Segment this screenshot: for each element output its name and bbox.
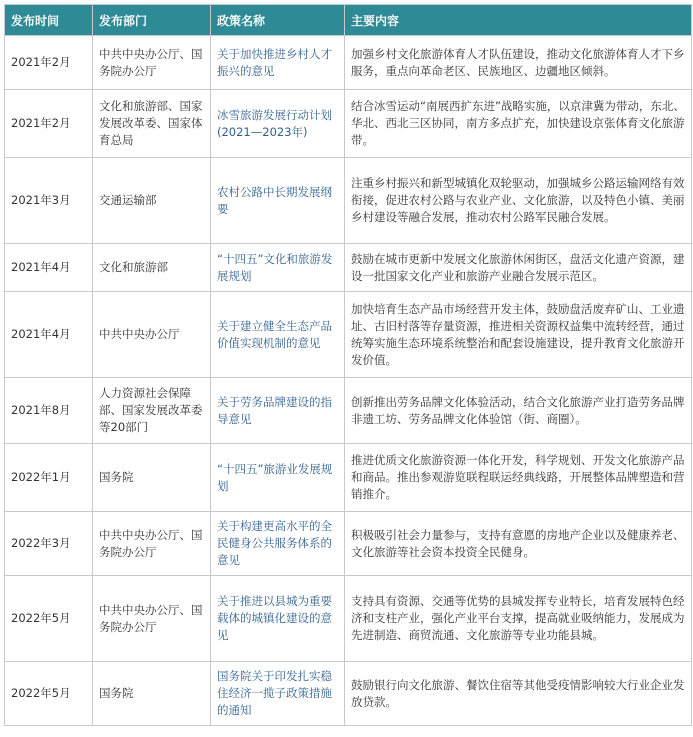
cell-main-content: 注重乡村振兴和新型城镇化双轮驱动，加强城乡公路运输网络有效衔接，促进农村公路与农业产业、文化旅游，以及特色小镇、美丽乡村建设等融合发展，推动农村公路军民融合发展。 [345,158,692,244]
cell-main-content: 加快培育生态产品市场经营开发主体，鼓励盘活废弃矿山、工业遗址、古旧村落等存量资源，推进相关资源权益集中流转经营，通过统筹实施生态环境系统整治和配套设施建设，提升教育文化旅游开发价值。 [345,292,692,378]
cell-main-content: 鼓励银行向文化旅游、餐饮住宿等其他受疫情影响较大行业企业发放贷款。 [345,662,692,726]
cell-main-content: 积极吸引社会力量参与，支持有意愿的房地产企业以及健康养老、文化旅游等社会资本投资全民健身。 [345,512,692,576]
cell-main-content: 推进优质文化旅游资源一体化开发，科学规划、开发文化旅游产品和商品。推出参观游览联程联运经典线路，开展整体品牌塑造和营销推介。 [345,444,692,512]
table-row [5,512,692,576]
cell-policy-name: 国务院关于印发扎实稳住经济一揽子政策措施的通知 [211,662,345,726]
cell-date: 2021年8月 [5,378,93,444]
cell-date: 2021年2月 [5,36,93,90]
policy-table [4,4,692,726]
table-row [5,244,692,292]
cell-policy-name: 冰雪旅游发展行动计划(2021—2023年) [211,90,345,158]
cell-date: 2021年3月 [5,158,93,244]
cell-department: 中共中央办公厅、国务院办公厅 [93,576,211,662]
cell-policy-name: 关于推进以县城为重要载体的城镇化建设的意见 [211,576,345,662]
cell-department: 中共中央办公厅 [93,292,211,378]
table-row [5,90,692,158]
cell-department: 国务院 [93,662,211,726]
cell-department: 交通运输部 [93,158,211,244]
cell-date: 2021年4月 [5,244,93,292]
cell-policy-name: 农村公路中长期发展纲要 [211,158,345,244]
table-row [5,444,692,512]
cell-department: 人力资源社会保障部、国家发展改革委等20部门 [93,378,211,444]
cell-main-content: 鼓励在城市更新中发展文化旅游休闲街区，盘活文化遗产资源，建设一批国家文化产业和旅游产业融合发展示范区。 [345,244,692,292]
cell-main-content: 结合冰雪运动“南展西扩东进”战略实施，以京津冀为带动，东北、华北、西北三区协同，南方多点扩充，加快建设京张体育文化旅游带。 [345,90,692,158]
cell-department: 文化和旅游部 [93,244,211,292]
cell-date: 2021年2月 [5,90,93,158]
table-row [5,378,692,444]
cell-policy-name: 关于构建更高水平的全民健身公共服务体系的意见 [211,512,345,576]
cell-department: 中共中央办公厅、国务院办公厅 [93,36,211,90]
table-row [5,292,692,378]
cell-date: 2022年3月 [5,512,93,576]
cell-policy-name: 关于建立健全生态产品价值实现机制的意见 [211,292,345,378]
cell-policy-name: 关于劳务品牌建设的指导意见 [211,378,345,444]
header-policy-name: 政策名称 [211,5,345,36]
table-row [5,36,692,90]
cell-policy-name: 关于加快推进乡村人才振兴的意见 [211,36,345,90]
table-row [5,576,692,662]
cell-main-content: 加强乡村文化旅游体育人才队伍建设，推动文化旅游体育人才下乡服务，重点向革命老区、民族地区、边疆地区倾斜。 [345,36,692,90]
cell-policy-name: “十四五”旅游业发展规划 [211,444,345,512]
table-row [5,662,692,726]
cell-department: 中共中央办公厅、国务院办公厅 [93,512,211,576]
cell-department: 国务院 [93,444,211,512]
cell-date: 2022年1月 [5,444,93,512]
cell-department: 文化和旅游部、国家发展改革委、国家体育总局 [93,90,211,158]
header-department: 发布部门 [93,5,211,36]
table-row [5,158,692,244]
header-date: 发布时间 [5,5,93,36]
cell-main-content: 支持具有资源、交通等优势的县城发挥专业特长，培育发展特色经济和支柱产业，强化产业平台支撑，提高就业吸纳能力，发展成为先进制造、商贸流通、文化旅游等专业功能县城。 [345,576,692,662]
table-header-row [5,5,692,36]
cell-date: 2022年5月 [5,576,93,662]
cell-date: 2022年5月 [5,662,93,726]
cell-policy-name: “十四五”文化和旅游发展规划 [211,244,345,292]
cell-main-content: 创新推出劳务品牌文化体验活动，结合文化旅游产业打造劳务品牌非遗工坊、劳务品牌文化体验馆（街、商圈）。 [345,378,692,444]
header-main-content: 主要内容 [345,5,692,36]
cell-date: 2021年4月 [5,292,93,378]
